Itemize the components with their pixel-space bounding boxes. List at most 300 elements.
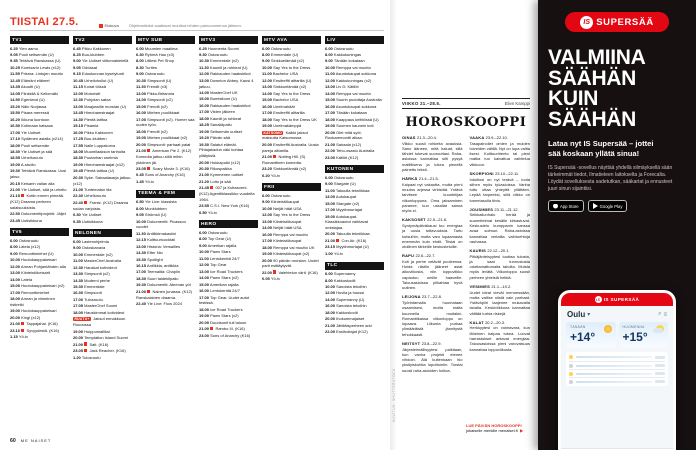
sun-icon: [604, 325, 612, 333]
listing-entry: 14.00 Neljät häät USA: [262, 225, 302, 231]
listing-entry: 11.00 MasterChef Australia: [73, 258, 122, 264]
listing-entry: 22.50 Dokumenttiprojekti: Jäljet: [10, 211, 66, 217]
listing-entry: 16.00 Unelmahäät: [262, 103, 295, 109]
movie-marker-icon: [210, 327, 213, 330]
listing-entry: 19.30 Tehtävä Ranskassa. Uusi jakso.: [10, 168, 67, 180]
weather-cards: [561, 322, 673, 348]
channel-block: [262, 36, 321, 178]
horoscope-sign-block: [402, 217, 463, 249]
listing-entry: 14.00 Say Yes to the Dress: [262, 90, 311, 96]
channel-name: TV2: [73, 36, 132, 44]
listing-entry: 15.00 Bumtsibum (U): [199, 96, 237, 102]
tv-page-header: [10, 16, 384, 31]
listing-entry: 15.00 Suurin pudottaja Australia: [325, 97, 382, 103]
listing-entry: 21.00 Nainen junassa. (K12) Ranskalainen draama.: [136, 288, 193, 300]
listing-entry: 12.00 Say Yes to the Dress: [262, 212, 311, 218]
listing-entry: 18.00 Hauskimmat kotivideot: [73, 309, 125, 315]
movie-marker-icon: [21, 329, 24, 332]
forecast-row: [569, 369, 665, 377]
listing-entry: 18.25 Sanakilpailu: [199, 122, 232, 128]
listing-entry: 14.30 Pientä laittoa: [73, 116, 108, 122]
horoscope-sign-block: [402, 341, 463, 373]
channel-block: [10, 228, 69, 339]
channel-name: FRII: [262, 183, 321, 191]
sign-name: VESIMIES 21.1.–19.2.: [469, 283, 512, 289]
weather-card-label: HUOMENNA: [622, 325, 645, 329]
channel-name: TV1: [10, 36, 69, 44]
cloud-icon: [569, 380, 573, 384]
ad-headline-line: SÄÄHÄN: [548, 107, 637, 131]
listing-entry: 8.00 Littlest Pet Shop: [136, 58, 175, 64]
listing-entry: 20.00 Duudsonit tuli taloon: [199, 319, 247, 325]
app-header-title: IS SUPERSÄÄ: [603, 297, 640, 302]
channel-name: HERO: [199, 220, 258, 228]
listing-entry: 12.30 Pohjolan satoa: [73, 97, 111, 103]
channel-name: KUTONEN: [325, 165, 384, 173]
listing-entry: 22.00 Ensihoitajat (K12): [325, 329, 368, 335]
listing-entry: 17.00 Tänään kokataan: [325, 110, 367, 116]
listing-entry: 23.45 Uutisikkuna: [10, 217, 42, 223]
listing-entry: 15.00 Huutokauppakeisari (x2): [10, 283, 65, 289]
listing-entry: 18.30 Puutarhan unelmia: [73, 155, 118, 161]
listing-entry: 14.00 Supernanny (U): [325, 296, 365, 302]
channel-name: TEEMA & FEM: [136, 190, 195, 198]
listing-entry: 14.00 Simpsonit (x2): [136, 97, 173, 103]
channel-name: MTV SUB: [136, 36, 195, 44]
listing-entry: 8.00 Latela (x12): [10, 244, 41, 250]
sign-name: SKORPIONI 23.10.–22.11.: [469, 170, 520, 176]
app-store-label: App Store: [560, 203, 579, 209]
movie-marker-icon: [336, 239, 339, 242]
listing-entry: 12.00 Motoristit: [73, 90, 101, 96]
listing-entry: 23.05 Scary Movie 3. (K16): [136, 166, 190, 172]
listing-entry: 10.00 Sanoista tekoihin: [325, 283, 367, 289]
listing-entry: 9.05 Oddasat: [73, 64, 98, 70]
horoscope-sign-block: [402, 135, 463, 172]
listing-entry: 11.15 Koirat töissä: [73, 84, 106, 90]
horoscope-sign-block: [470, 207, 531, 244]
listing-entry: KATSOMO Kaikki jaksot maksutta Katsomossa: [262, 129, 308, 141]
listing-entry: 11.30 Frendit (x3): [136, 84, 168, 90]
schedule-note: Ohjelmatiedot saattavat muuttua lehden painoonmenon jälkeen.: [128, 23, 242, 28]
listing-entry: 23.55 C.S.I. New York (K16): [199, 203, 250, 209]
listing-entry: 20.30 Rikospaikka: [199, 166, 232, 172]
play-icon: [593, 203, 598, 209]
listing-entry: 20.15 Keisarin vallan alla: [10, 180, 55, 186]
google-play-badge: [588, 200, 628, 212]
horoscope-sign-block: [470, 171, 531, 203]
listing-entry: 15.30 Emmerdale: [73, 284, 105, 290]
listing-entry: 20.00 Kingi (x12): [10, 314, 41, 320]
listing-entry: 12.00 Top Gear: [199, 262, 227, 268]
sign-text: Järjestelmällisyytesi palkitaan, kun vanha projekti etenee vihdoin. Älä kuitenkaan hio yksityiskohtia loputtomiin. Torstai suosii raha-asioiden hoitoa.: [402, 346, 463, 373]
listing-entry: 17.25 Buu-klubben: [73, 136, 107, 142]
listing-entry: 15.15 Pisamia: [73, 123, 99, 129]
listing-entry: 13.00 Maajussille morsian (U): [73, 103, 126, 109]
ad-headline-line: SÄÄHÄN KUIN: [548, 66, 637, 111]
listing-entry: 9.00 Kiinteistökaupat: [262, 199, 300, 205]
listing-entry: 22.40 Yle Live: Flow 2024: [136, 301, 182, 307]
horoscope-footer-text: jokaiselle merkille menaiset.fi: [466, 428, 518, 434]
listing-entry: 17.00 Tulosruutu: [73, 296, 103, 302]
listing-entry: 13.00 Autokaupat: [325, 194, 357, 200]
listing-entry: 11.00 Asuntokaupat sokkona: [325, 71, 377, 77]
temperature-value: +14°: [570, 330, 596, 344]
listing-entry: 17.00 Viiden jälkeen: [199, 109, 235, 115]
listing-entry: 19.00 A-studio: [10, 161, 36, 167]
listing-entry: 16.00 Remppa vai muutto: [262, 231, 308, 237]
listing-entry: 19.00 Miehen puolikkaat (x2): [136, 135, 188, 141]
sign-text: Tasapainoilet omien ja muiden toiveiden välillä. Nyt on lupa valita itsesi. Kulttuuririento tai pieni matka tuo kaivattua vaihtelua viikkoon.: [469, 140, 530, 167]
channel-name: NELONEN: [73, 229, 132, 237]
listing-entry: 19.00 Huutokauppakeisari: [10, 308, 57, 314]
app-store-badge: [548, 200, 584, 212]
page-title: TIISTAI 27.5.: [10, 16, 79, 28]
listing-entry: 6.50 Yle Live: klassista: [136, 199, 177, 205]
listing-entry: 17.00 Remonttimiehet: [10, 289, 50, 295]
horoscope-footer-link-label: LUE PÄIVÄN HOROSKOOPPI: [466, 422, 522, 428]
location-row: [561, 306, 673, 322]
forecast-row: [569, 377, 665, 385]
tv-column: [73, 36, 132, 426]
listing-entry: 0.50 Yö-tv: [199, 209, 218, 215]
listing-entry: 19.30 Salatut elämät. Pihlajakadun väki kohtaa yllätyksiä.: [199, 141, 244, 159]
tv-column: [199, 36, 258, 426]
ad-headline-line: VALMIINA: [548, 46, 646, 69]
magazine-name: ME NAISET: [20, 438, 52, 443]
listing-entry: 22.40 Frantz. (K12) Draama sodan varjoista.: [73, 199, 129, 211]
listing-entry: 21.15 Kotiin ennen pimeää. (K12) Draama perheen salaisuuksista.: [10, 193, 65, 210]
sign-name: KAKSOSET 22.5.–21.6.: [402, 217, 448, 223]
listing-entry: 17.00 Teemailta: Chaplin: [136, 269, 180, 275]
streaming-chip: KATSOMO: [263, 130, 282, 135]
listing-entry: 19.30 Dokumentti: Ateenan yöt: [136, 282, 191, 288]
location-label: Oulu: [567, 310, 586, 319]
listing-entry: 19.00 Huippumalliksi: [73, 328, 110, 334]
sign-name: KALAT 20.2.–20.3.: [469, 319, 506, 325]
listing-entry: 14.00 Pawn Stars (x2): [199, 275, 239, 281]
listing-entry: 0.20 Yö-tv: [262, 172, 281, 178]
listing-entry: 13.35 Akuutti (U): [10, 84, 40, 90]
horoscope-footer: [466, 423, 530, 436]
listing-entry: 21.00 Tuntematon tila: [73, 187, 112, 193]
listing-entry: 14.00 MasterChef UK: [199, 89, 238, 95]
ad-subheadline: Lataa nyt IS Supersää – jottei sää koskaan yllätä sinua!: [548, 139, 654, 159]
listing-entry: 18.00 Say Yes to the Dress UK: [262, 116, 317, 122]
tv-column: [136, 36, 195, 426]
horoscope-title: HOROSKOOPPI: [405, 115, 527, 130]
listing-entry: 17.00 Ensitreffit alttarilla: [262, 110, 305, 116]
horoscope-sign-block: [470, 284, 531, 316]
phone-mockup: [558, 290, 676, 450]
channel-block: [325, 36, 384, 160]
listing-entry: 8.30 Turtles: [136, 64, 157, 70]
listing-entry: 18.30 Suuri taidekilpailu: [136, 275, 179, 281]
listing-entry: 14.30 Efter Nio: [136, 250, 163, 256]
listing-entry: 21.20 Lotto ja sää: [199, 178, 231, 184]
listing-entry: 11.00 Lentokenttä 24/7: [199, 255, 240, 261]
listing-entry: 8.00 Top Gear (U): [199, 236, 231, 242]
listing-entry: 21.00 American Pie 2. (K12) Komedia jatkuu siitä mihin ykkönen jäi.: [136, 148, 192, 165]
supersaa-logo: [565, 12, 669, 32]
listing-entry: 10.00 Dokumentti: Picasson vuodet: [136, 218, 186, 230]
menu-icon: ≡: [663, 311, 667, 318]
channel-block: [199, 220, 258, 338]
streaming-chip: RUUTU+: [74, 317, 90, 322]
apple-icon: [553, 204, 558, 209]
weather-card-today: [566, 322, 616, 348]
listing-entry: 19.00 Himohamstraajat (x12): [73, 161, 125, 167]
listing-entry: 16.00 Rakkauden haaksirikot: [199, 102, 251, 108]
listing-entry: 20.00 Temptation Island Suomi: [73, 335, 128, 341]
listing-entry: 20.30 Syke. Sairaalasarja jatkuu. (x12): [73, 174, 132, 186]
channel-name: TV5: [10, 228, 69, 236]
channel-block: [325, 165, 384, 256]
listing-entry: 9.00 Stargate (U): [325, 181, 356, 187]
listing-entry: 16.00 Asuntokaupat sokkona: [325, 103, 377, 109]
listing-entry: 8.00 Munklubben: [136, 205, 167, 211]
listing-entry: 17.00 Yle Uutiset: [10, 129, 41, 135]
horoscope-sign-block: [402, 176, 463, 213]
google-play-label: Google Play: [599, 203, 623, 209]
listing-entry: 23.10 Syvyydestä. (K16): [10, 327, 59, 333]
listing-entry: 17.55 Nalle Luppakorva: [73, 142, 116, 148]
sign-name: NEITSYT 23.8.–22.9.: [402, 340, 442, 346]
listing-entry: 18.30 Yle Uutiset ja sää: [10, 149, 53, 154]
listing-entry: 9.00 Ostosruutu: [136, 71, 165, 77]
sign-name: HÄRKÄ 21.4.–21.5.: [402, 176, 439, 182]
horoscope-sign-block: [470, 135, 531, 167]
listing-entry: 19.00 Suomen kaunein koti: [325, 123, 374, 129]
listing-entry: 23.20 Sinkkuelämää (x2): [262, 166, 307, 172]
sun-icon: [569, 372, 573, 376]
listing-entry: 14.00 Latela: [10, 276, 33, 282]
sign-text: Viikko suosii rohkeita avauksia. Sano ääneen, mitä haluat, sillä tähdet tukevat suoruuttasi. Raha-asioissa kannattaa silti pysyä maltillisena ja lukea pienellä painettu teksti.: [402, 140, 463, 172]
listing-entry: 21.00 Yle Uutiset, sää ja urheilu: [10, 187, 67, 193]
sign-text: Herkkyytesi on voimavara, kun läheinen kaipaa tukea. Luovat harrastukset antavat energiaa. Talousasioissa pieni varovaisuus kannattaa loppuviikosta.: [469, 325, 530, 352]
listing-entry: 6.00 Muumien maailma: [136, 45, 178, 51]
channel-block: [262, 183, 321, 281]
horoscope-meta: [402, 98, 530, 109]
is-logo-icon: [580, 16, 593, 29]
movie-marker-icon: [21, 322, 24, 325]
listing-entry: 13.00 Downton Abbey. Kausi 4 jatkuu.: [199, 77, 254, 89]
listing-entry: 9.35 Tehtävä Ranskassa (U): [10, 58, 61, 64]
listing-entry: 15.50 Pisara meressä: [10, 110, 49, 116]
listing-entry: 13.00 Historia: Versailles: [136, 243, 181, 249]
listing-entry: 6.30 Ryhmä Hau (x3): [136, 51, 175, 57]
channel-block: [136, 190, 195, 307]
listing-entry: 16.00 Lentokenttä 24/7: [199, 288, 240, 294]
horoscope-sign-block: [470, 320, 531, 352]
listing-entry: 6.25 Ylen aamu: [10, 45, 38, 51]
listing-entry: 10.30 Simpsonit (U): [136, 77, 172, 83]
horoscope-sign-block: [402, 294, 463, 336]
listing-entry: 9.00 Amerikan rajalla: [199, 242, 237, 248]
listing-entry: 23.05 Jack Reacher. (K16): [73, 348, 126, 354]
listing-entry: 6.00 Ostosruutu: [262, 192, 291, 198]
weather-card-label: TÄNÄÄN: [570, 325, 586, 329]
listing-entry: 12.00 Ensitreffit alttarilla (U): [262, 77, 312, 83]
listing-entry: 1.00 Yö-tv: [325, 250, 344, 256]
listing-entry: 16.00 Miehen puolikkaat: [136, 110, 180, 116]
listing-entry: 1.45 Yö-tv: [136, 178, 155, 184]
channel-block: [325, 262, 384, 335]
sign-text: Pitkäjänteisyytesi tuottaa tulosta, ja saat tunnustusta odottamattomalta taholta. Muista myös levätä. Viikonloppu suosii perheen yhteisiä hetkiä.: [469, 253, 530, 280]
listing-entry: 19.00 Unelmakämppä: [262, 123, 302, 129]
listing-entry: 16.00 Pikku Kakkonen: [73, 129, 113, 135]
app-header-bar: [561, 293, 673, 306]
sign-name: KAURIS 22.12.–20.1.: [469, 248, 510, 254]
sign-name: LEIJONA 23.7.–22.8.: [402, 294, 442, 300]
listing-entry: 1.20 Tulosruutu: [73, 354, 101, 360]
listing-entry: 14.50 Egenland (U): [10, 97, 45, 103]
listing-entry: RUUTU+ Jaksot ennakkoon Ruudussa: [73, 316, 126, 328]
search-icon: ⌕: [658, 311, 662, 317]
listing-entry: 18.00 Puoli seitsemän: [10, 142, 50, 148]
listing-entry: 10.00 Say Yes to the Dress: [262, 64, 311, 70]
listing-entry: 8.00 Kakkoskodit: [325, 277, 356, 283]
listing-entry: 16.50 Kotimaan katsaus: [10, 123, 53, 129]
listing-entry: 18.00 Kakkoskodit: [325, 309, 358, 315]
listing-entry: 20.00 Takuulla tekniikkaa: [325, 231, 370, 237]
supersaa-logo-text: SUPERSÄÄ: [596, 16, 654, 28]
listing-entry: 10.45 Urheiluhullut (U): [73, 77, 114, 83]
listing-entry: 21.45 007 ja Kultasormi. (K12) Agenttiklassikko vuodelta 1964.: [199, 185, 255, 202]
horoscope-sign-block: [470, 248, 531, 280]
listing-entry: 15.00 Amerikan rajalla: [199, 281, 239, 287]
listing-entry: 0.45 Sons of Anarchy (K16): [136, 172, 185, 178]
listing-entry: 14.30 Moderni perhe: [73, 277, 110, 283]
channel-block: [73, 229, 132, 360]
store-badges: [548, 200, 686, 212]
channel-block: [73, 36, 132, 224]
forecast-row: [569, 361, 665, 369]
channel-block: [136, 36, 195, 185]
tv-column: [10, 36, 69, 426]
listing-entry: 18.05 Muumilaakson tarinoita: [73, 149, 126, 154]
horoscope-week: VIIKKO 21.–28.5.: [402, 101, 441, 106]
listing-entry: 19.00 Seitsemän uutiset: [199, 128, 242, 134]
listing-entry: 13.00 Sinkkuelämää (x2): [262, 84, 307, 90]
sign-text: Kaipaat nyt vakautta, mutta pieni muutos arjessa virkistää. Ystävä tarvitsee kuuntelijaa viikonloppuna. Oma jaksaminen paranee, kun uskallat sanoa myös ei.: [402, 181, 463, 214]
sign-text: Seikkailunhalu herää ja suunnitelmat kesälle kirkastuvat. Keskustelu kumppanin kanssa avaa solmun. Raha-asioissa kannattaa vertailla vaihtoehtoja rauhassa.: [469, 212, 530, 244]
listing-entry: 6.00 Ostosruutu: [325, 45, 354, 51]
listing-entry: 19.00 Autokaupat. Klassikkoautot vaihtavat omistajaa.: [325, 213, 368, 230]
chevron-down-icon: ▾: [587, 312, 591, 318]
listing-entry: 19.20 Päivän sää: [199, 135, 230, 141]
listing-entry: 11.30 Antiikkimakasiini: [136, 230, 177, 236]
listing-entry: 9.30 Ostosruutu: [199, 51, 228, 57]
arrow-right-icon: ►: [518, 428, 525, 435]
movie-marker-icon: [210, 186, 213, 189]
listing-entry: 16.20 Ikkuna luontoon: [10, 116, 50, 122]
movie-marker-icon: [147, 149, 150, 152]
listing-entry: 16.30 Simpsonit: [73, 290, 102, 296]
listing-entry: 0.35 Uutisikkuna: [73, 218, 103, 224]
listing-entry: 10.00 Remppa vai muutto: [325, 64, 371, 70]
sign-name: RAPU 22.6.–22.7.: [402, 253, 436, 259]
sign-text: Työrintamalla huomataan osaamisesi, mutta malta kuunnella muitakin. Romantiikassa viikonloppu on lupaava. Liikunta purkaa ylimääräistä jännitystä tehokkaasti.: [402, 300, 463, 337]
listing-entry: 20.00 90 päivän morsian. Uudet parit esittäytyvät.: [262, 257, 319, 269]
listing-entry: 18.55 Urheiluruutu: [10, 155, 43, 161]
channel-name: MTV3: [199, 36, 258, 44]
forecast-row: [569, 353, 665, 361]
listing-entry: 22.30 Urheiluruutu: [73, 193, 106, 199]
movie-marker-icon: [273, 155, 276, 158]
is-logo-letters: IS: [583, 18, 591, 26]
listing-entry: 9.00 Ostoskanava: [73, 245, 106, 251]
listing-entry: 14.05 Flinkkilä & Kellomäki: [10, 90, 58, 96]
listing-entry: 23.00 Kätilöt (K12): [325, 154, 359, 160]
channel-name: MTV AVA: [262, 36, 321, 44]
horoscope-columns: [402, 135, 530, 373]
listing-entry: 15.30 Spotlight: [136, 256, 163, 262]
listing-entry: 13.00 Kiinteistökaupat: [262, 218, 302, 224]
ad-headline: [548, 48, 686, 130]
listing-entry: 17.00 Simpsonit (x2). Homer saa uuden työn.: [136, 116, 195, 128]
ad-body-text: IS Supersää -sovellus näyttää yhdellä silmäyksellä sään tärkeimmät tiedot, Ilmatieteen laitokselta ja Forecalta. Löydät sovelluksesta sadetutkan, sääkartat ja ennusteet juuri sinun sijaintiisi.: [548, 165, 673, 193]
is-logo-icon-small: IS: [596, 297, 601, 302]
sun-icon: [569, 355, 573, 359]
listing-entry: 15.00 Bachelor USA: [262, 97, 299, 103]
movie-marker-icon: [84, 201, 87, 204]
credit-vertical: KUVITUS: SHUTTERSTOCK: [392, 367, 396, 422]
sign-text: Uudet ideat vievät mennessään, mutta valitse niistä vain parhaat. Ystäväpiiri laajenee mukavalla tavalla. Keskiviikkona kannattaa välttää turhia riskejä.: [469, 289, 530, 316]
listing-entry: 17.00 Kiinteistökaupat: [262, 238, 302, 244]
listing-entry: 23.00 Sons of Anarchy (K16): [199, 332, 251, 338]
listing-entry: 15.00 Stargate (x2): [325, 200, 360, 206]
listing-entry: 13.00 Kiinteistökeisarit: [10, 270, 51, 276]
sign-text: Syntymäpäiväkausi tuo energiaa ja uusia tuttavuuksia. Tartu kutsuihin, mutta varo lupaamasta enemmän kuin ehdit. Tiistai on otollinen tärkeille keskusteluille.: [402, 222, 463, 250]
listing-entry: 17.00 Myytinmurtajat: [325, 207, 363, 213]
sign-name: VAAKA 23.9.–22.10.: [469, 135, 508, 140]
listing-entry: 9.05 Strömsö (U): [136, 212, 167, 218]
listing-entry: 21.00 Con Air. (K16): [325, 237, 367, 243]
listing-entry: 17.10 Sydämen asialla (x214): [10, 136, 63, 142]
listing-entry: 11.55 Prisma: Lintujen muutto: [10, 71, 63, 77]
listing-entry: 14.00 Remppa vai muutto: [325, 90, 371, 96]
listing-entry: 8.00 Kakkukuningas: [325, 51, 362, 57]
listing-entry: 0.05 Yö-tv: [262, 276, 281, 282]
listing-entry: 20.00 Hukkaputki (x12): [199, 159, 241, 165]
movie-legend-icon: [99, 24, 103, 28]
listing-entry: 21.00 Kymmenen uutiset: [199, 172, 244, 178]
listing-entry: 0.30 Yle Uutiset: [73, 212, 102, 218]
listing-entry: 18.00 Frendit (x2): [136, 128, 168, 134]
temperature-value: +15°: [622, 330, 648, 344]
movie-marker-icon: [84, 342, 87, 345]
listing-entry: 9.00 Sinkkuelämää (x2): [262, 58, 305, 64]
listing-entry: 16.15 Antiikkia, antiikkia: [136, 263, 179, 269]
movie-marker-icon: [147, 290, 150, 293]
listing-entry: 19.45 Pientä laittoa (U): [73, 168, 114, 174]
sign-text: Koti ja perhe vetävät puoleensa. Hoida rästiin jääneet asiat alkuviikosta, niin loppuviikko vapautuu omille haaveille. Talousasioissa pilkahtaa hyvä uutinen.: [402, 258, 463, 291]
listing-entry: 13.00 Ice Road Truckers: [199, 268, 243, 274]
listing-entry: 19.00 Kiinteistökaupat (x2): [262, 251, 310, 257]
movie-legend: [99, 23, 242, 28]
channel-block: [199, 36, 258, 215]
channel-block: [10, 36, 69, 223]
weather-card-tomorrow: [619, 322, 669, 348]
listing-entry: 8.00 Emmerdale (U): [262, 51, 299, 57]
tv-columns: [10, 36, 384, 426]
listing-entry: 12.00 Arman Pohjantähden alla: [10, 263, 66, 269]
listing-entry: 20.00 Simpsonit: parhaat palat: [136, 141, 191, 147]
movie-marker-icon: [21, 194, 24, 197]
listing-entry: 22.00 Teho-osasto Australia: [325, 148, 375, 154]
listing-entry: 9.15 Eduskunnan kyselytunti: [73, 71, 124, 77]
